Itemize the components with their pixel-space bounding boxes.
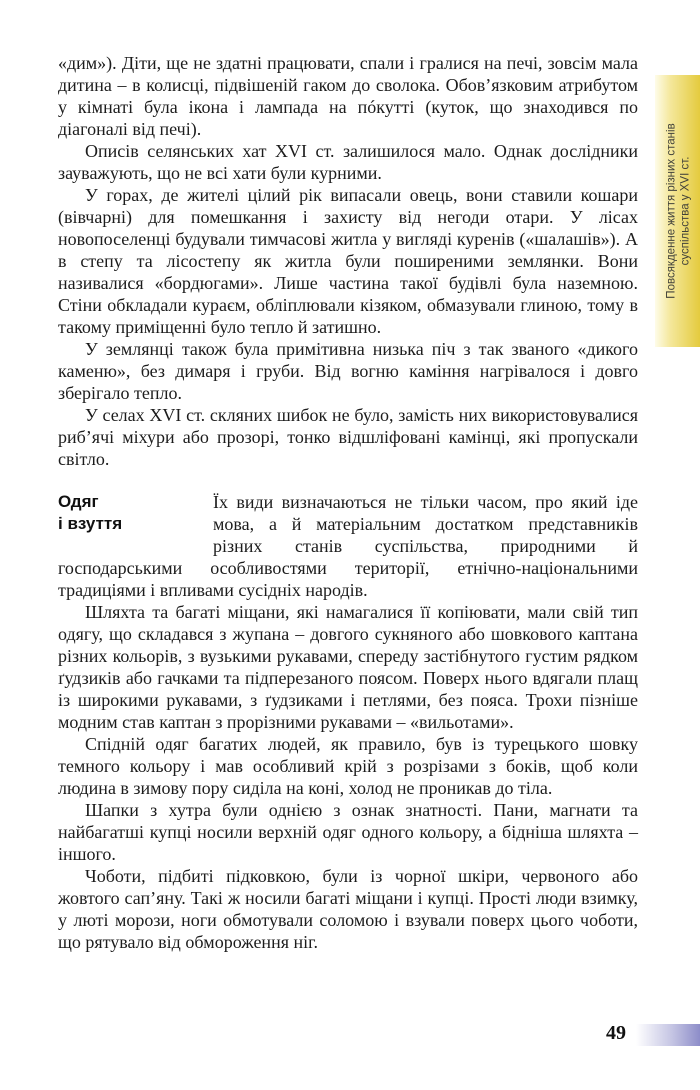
chapter-tab-text	[655, 75, 700, 347]
chapter-tab-line: суспільства у XVI ст.	[678, 156, 691, 266]
paragraph: У землянці також була примітивна низька піч з так званого «дикого каменю», без димаря і груби. Від вогню каміння нагрівалося і довго зберігало тепло.	[58, 339, 638, 403]
clothing-section	[58, 491, 638, 953]
paragraph: Спідній одяг багатих людей, як правило, був із турецького шовку темного кольору і мав особливий крій з розрізами з боків, щоб коли людина в зимову пору сиділа на коні, холод не проникав до тіла.	[58, 734, 638, 798]
text-column	[58, 52, 638, 953]
footer-gradient-bar	[636, 1024, 700, 1046]
page-number: 49	[606, 1022, 626, 1044]
section-heading-line: Одяг	[58, 492, 99, 511]
paragraph: Чоботи, підбиті підковкою, були із чорної шкіри, червоного або жовтого сап’яну. Такі ж носили багаті міщани і купці. Прості люди взимку, у люті морози, ноги обмотували соломою і взували поверх цього чоботи, що рятувало від обмороження ніг.	[58, 866, 638, 952]
paragraph: Шляхта та багаті міщани, які намагалися її копіювати, мали свій тип одягу, що складався з жупана – довгого сукняного або шовкового каптана різних кольорів, з вузькими рукавами, спереду застібнутого густим рядком ґудзиків або гачками та підперезаного поясом. Поверх нього вдягали плащ із широкими рукавами, з ґудзиками і петлями, без пояса. Трохи пізніше модним став каптан з прорізними рукавами – «вильотами».	[58, 602, 638, 732]
chapter-tab	[655, 75, 700, 347]
paragraph: Описів селянських хат XVI ст. залишилося мало. Однак дослідники зауважують, що не всі хати були курними.	[58, 141, 638, 183]
paragraph: У селах XVI ст. скляних шибок не було, замість них використовувалися риб’ячі міхури або прозорі, тонко відшліфовані камінці, які пропускали світло.	[58, 405, 638, 469]
section-heading	[58, 491, 213, 557]
paragraph: Шапки з хутра були однією з ознак знатності. Пани, магнати та найбагатші купці носили верхній одяг одного кольору, а бідніша шляхта – іншого.	[58, 800, 638, 864]
paragraph: У горах, де жителі цілий рік випасали овець, вони ставили кошари (вівчарні) для помешкання і захисту від негоди отари. У лісах новопоселенці будували тимчасові житла у вигляді куренів («шалашів»). А в степу та лісостепу як житла були поширеними землянки. Вони називалися «бордюгами». Лише частина такої будівлі була наземною. Стіни обкладали кураєм, обліплювали кізяком, обмазували глиною, тому в такому приміщенні було тепло й затишно.	[58, 185, 638, 337]
paragraph: Їх види визначаються не тільки часом, про який іде мова, а й матеріальним достатком представників різних станів суспільства, природними й господарськими особливостями території, етнічно-національними традиціями і впливами сусідніх народів.	[58, 492, 638, 600]
chapter-tab-line: Повсякденне життя різних станів	[664, 123, 677, 299]
section-heading-line: і взуття	[58, 514, 123, 533]
paragraph: «дим»). Діти, ще не здатні працювати, спали і гралися на печі, зовсім мала дитина – в колисці, підвішеній гаком до сволока. Обов’язковим атрибутом у кімнаті була ікона і лампада на пóкутті (куток, що знаходився по діагоналі від печі).	[58, 53, 638, 139]
